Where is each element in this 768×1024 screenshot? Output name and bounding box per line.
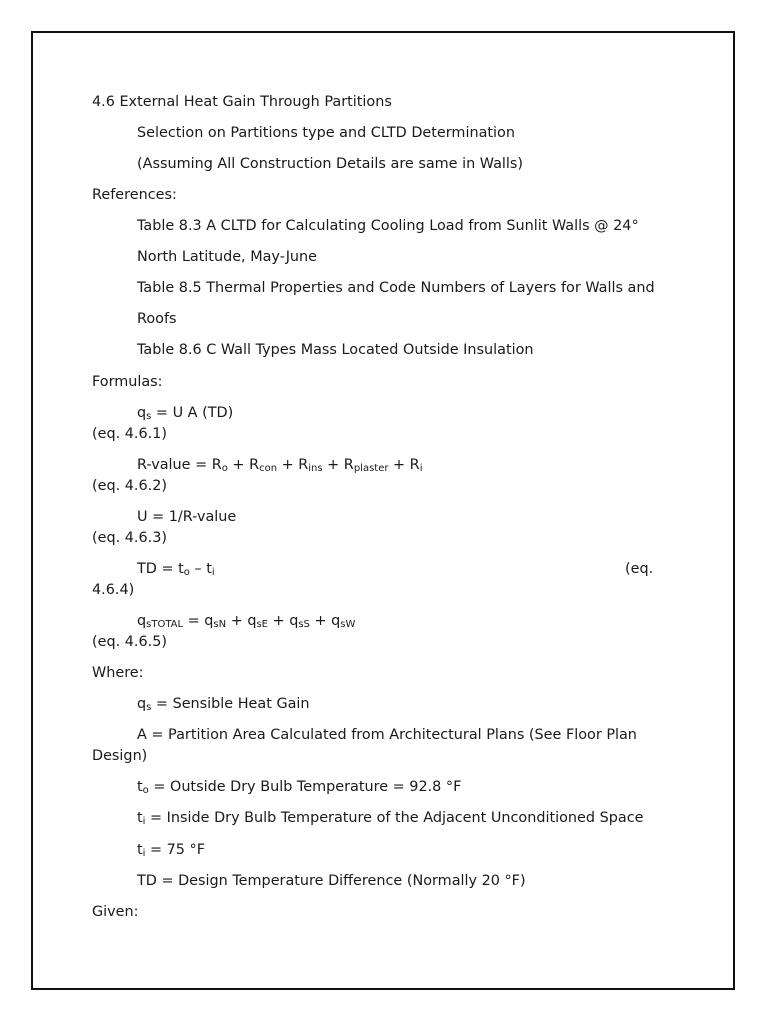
definition-qs: $q_s$ = Sensible Heat Gain [137, 696, 310, 713]
reference-line-3: Table 8.5 Thermal Properties and Code Numbers of Layers for Walls and [137, 280, 655, 296]
where-label: Where: [92, 665, 144, 681]
definition-td: TD = Design Temperature Difference (Normally 20 °F) [137, 873, 526, 889]
equation-ref-4-6-5: (eq. 4.6.5) [92, 634, 167, 650]
formula-total-heat: $q_{sTOTAL} = q_{sN} + q_{sE} + q_{sS} + q_{sW}$ [137, 613, 356, 630]
formulas-label: Formulas: [92, 374, 163, 390]
reference-line-4: Roofs [137, 311, 177, 327]
definition-ti: $t_i$ = Inside Dry Bulb Temperature of the Adjacent Unconditioned Space [137, 810, 644, 827]
document-page [31, 31, 735, 990]
section-heading: 4.6 External Heat Gain Through Partitions [92, 94, 392, 110]
formula-r-value: R-value = $R_o + R_{con} + R_{ins} + R_{plaster} + R_i$ [137, 457, 423, 474]
intro-line-2: (Assuming All Construction Details are same in Walls) [137, 156, 524, 172]
formula-temperature-difference: TD = $t_o - t_i$ [137, 561, 215, 578]
reference-line-2: North Latitude, May-June [137, 249, 318, 265]
equation-ref-4-6-3: (eq. 4.6.3) [92, 530, 167, 546]
formula-u-value: U = 1/R-value [137, 509, 237, 525]
equation-ref-4-6-4-part2: 4.6.4) [92, 582, 135, 598]
definition-ti-value: $t_i = 75$ °F [137, 842, 206, 859]
definition-to: $t_o$ = Outside Dry Bulb Temperature = 92.8 °F [137, 779, 462, 796]
intro-line-1: Selection on Partitions type and CLTD Determination [137, 125, 515, 141]
reference-line-5: Table 8.6 C Wall Types Mass Located Outside Insulation [137, 342, 534, 358]
given-label: Given: [92, 904, 139, 920]
equation-ref-4-6-4-part1: (eq. [625, 561, 654, 577]
references-label: References: [92, 187, 177, 203]
equation-ref-4-6-1: (eq. 4.6.1) [92, 426, 167, 442]
reference-line-1: Table 8.3 A CLTD for Calculating Cooling Load from Sunlit Walls @ 24° [137, 218, 639, 234]
equation-ref-4-6-2: (eq. 4.6.2) [92, 478, 167, 494]
formula-sensible-heat: $q_s = U$ A (TD) [137, 405, 234, 422]
definition-area: A = Partition Area Calculated from Architectural Plans (See Floor Plan Design) [92, 727, 637, 764]
